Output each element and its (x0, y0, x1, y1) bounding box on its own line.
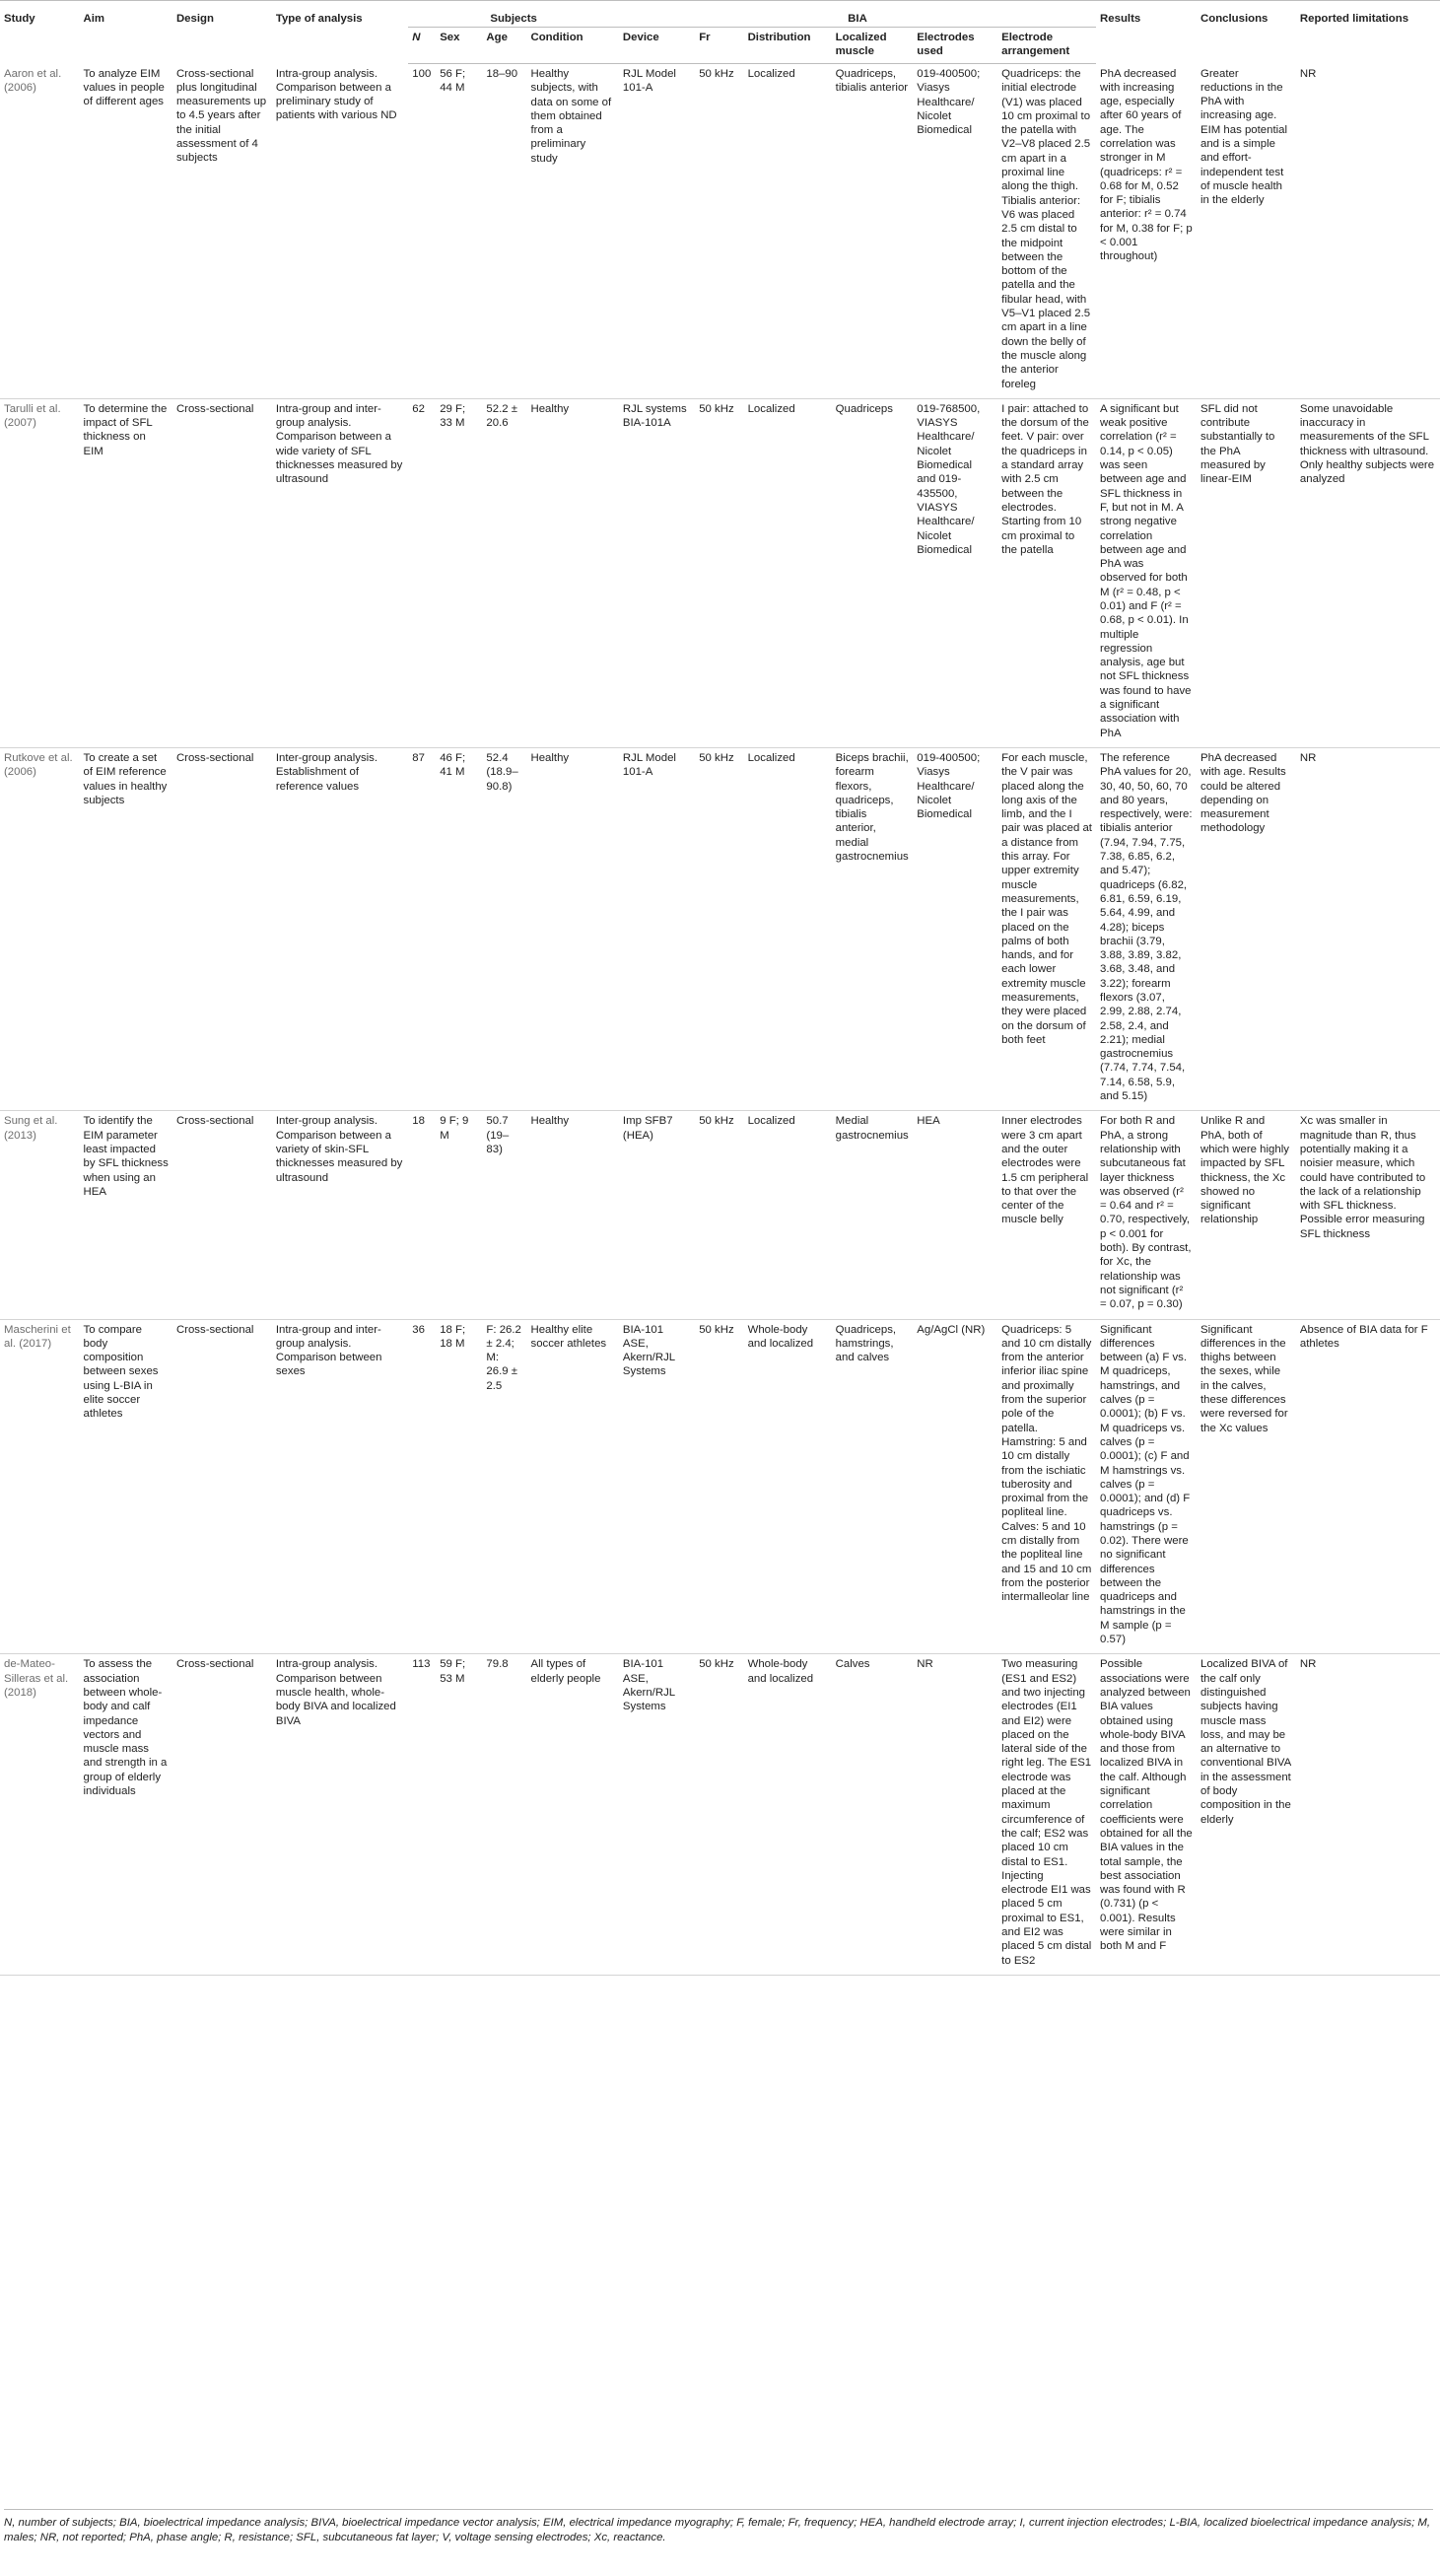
condition-cell: All types of elderly people (527, 1654, 619, 1976)
device-cell: RJL Model 101-A (619, 747, 695, 1110)
age-cell: 79.8 (482, 1654, 526, 1976)
design-cell: Cross-sectional (172, 747, 272, 1110)
study-cell: de-Mateo-Silleras et al. (2018) (0, 1654, 80, 1976)
table-footnote: N, number of subjects; BIA, bioelectrical impedance analysis; BIVA, bioelectrical impedance vector analysis; EIM, electrical impedance myography; F, female; Fr, frequency; HEA, handheld electrode array; I, current injection electrodes; L-BIA, localized bioelectrical impedance analysis; M, males; NR, not reported; PhA, phase angle; R, resistance; SFL, subcutaneous fat layer; V, voltage sensing electrodes; Xc, reactance. (4, 2509, 1433, 2545)
frequency-cell: 50 kHz (695, 64, 743, 399)
conclusions-cell: Localized BIVA of the calf only distinguished subjects having muscle mass loss, and may be an alternative to conventional BIVA in the assessment of body composition in the elderly (1197, 1654, 1296, 1976)
results-cell: For both R and PhA, a strong relationship with subcutaneous fat layer thickness was observed (r² = 0.64 and r² = 0.70, respectively, p < 0.001 for both). By contrast, for Xc, the relationship was not significant (r² = 0.07, p = 0.30) (1096, 1111, 1197, 1319)
localized-muscle-cell: Medial gastrocnemius (832, 1111, 914, 1319)
header-row-groups (0, 1, 1440, 28)
col-header-age: Age (482, 28, 526, 64)
col-header-design: Design (172, 1, 272, 64)
distribution-cell: Whole-body and localized (744, 1654, 832, 1976)
frequency-cell: 50 kHz (695, 398, 743, 747)
electrodes-used-cell: 019-400500; Viasys Healthcare/ Nicolet Biomedical (913, 747, 997, 1110)
results-cell: The reference PhA values for 20, 30, 40, 50, 60, 70 and 80 years, respectively, were: tibialis anterior (7.94, 7.94, 7.75, 7.38, 6.85, 6.2, and 5.47); quadriceps (6.82, 6.81, 6.59, 6.19, 5.64, 4.99, and 4.28); biceps brachii (3.79, 3.88, 3.89, 3.82, 3.68, 3.48, and 3.22); forearm flexors (3.07, 2.99, 2.88, 2.74, 2.58, 2.4, and 2.21); medial gastrocnemius (7.74, 7.74, 7.54, 7.14, 6.58, 5.9, and 5.15) (1096, 747, 1197, 1110)
results-cell: Significant differences between (a) F vs. M quadriceps, hamstrings, and calves (p = 0.0001); (b) F vs. M quadriceps vs. calves (p = 0.0001); (c) F and M hamstrings vs. calves (p = 0.0001); and (d) F quadriceps vs. hamstrings (p = 0.02). There were no significant differences between the quadriceps and hamstrings in the M sample (p = 0.57) (1096, 1319, 1197, 1654)
col-header-localized-muscle: Localized muscle (832, 28, 914, 64)
distribution-cell: Whole-body and localized (744, 1319, 832, 1654)
frequency-cell: 50 kHz (695, 1319, 743, 1654)
study-cell: Sung et al. (2013) (0, 1111, 80, 1319)
col-header-results: Results (1096, 1, 1197, 64)
aim-cell: To determine the impact of SFL thickness on EIM (80, 398, 172, 747)
age-cell: 18–90 (482, 64, 526, 399)
type-of-analysis-cell: Intra-group analysis. Comparison between a preliminary study of patients with various ND (272, 64, 408, 399)
col-header-electrode-arrangement: Electrode arrangement (997, 28, 1096, 64)
electrode-arrangement-cell: Two measuring (ES1 and ES2) and two injecting electrodes (EI1 and EI2) were placed on the lateral side of the right leg. The ES1 electrode was placed at the maximum circumference of the calf; ES2 was placed 10 cm distal to ES1. Injecting electrode EI1 was placed 5 cm proximal to ES1, and EI2 was placed 5 cm distal to ES2 (997, 1654, 1096, 1976)
condition-cell: Healthy subjects, with data on some of them obtained from a preliminary study (527, 64, 619, 399)
table-row (0, 64, 1440, 399)
table-body (0, 64, 1440, 1976)
col-header-electrodes-used: Electrodes used (913, 28, 997, 64)
design-cell: Cross-sectional (172, 1319, 272, 1654)
sex-cell: 46 F; 41 M (436, 747, 482, 1110)
frequency-cell: 50 kHz (695, 747, 743, 1110)
electrode-arrangement-cell: I pair: attached to the dorsum of the feet. V pair: over the quadriceps in a standard array with 2.5 cm between the electrodes. Starting from 10 cm proximal to the patella (997, 398, 1096, 747)
n-cell: 87 (408, 747, 436, 1110)
frequency-cell: 50 kHz (695, 1111, 743, 1319)
design-cell: Cross-sectional plus longitudinal measurements up to 4.5 years after the initial assessment of 4 subjects (172, 64, 272, 399)
conclusions-cell: SFL did not contribute substantially to the PhA measured by linear-EIM (1197, 398, 1296, 747)
study-cell: Rutkove et al. (2006) (0, 747, 80, 1110)
design-cell: Cross-sectional (172, 1654, 272, 1976)
localized-muscle-cell: Quadriceps (832, 398, 914, 747)
results-cell: A significant but weak positive correlation (r² = 0.14, p < 0.05) was seen between age and SFL thickness in F, but not in M. A strong negative correlation between age and PhA was observed for both M (r² = 0.48, p < 0.01) and F (r² = 0.68, p < 0.01). In multiple regression analysis, age but not SFL thickness was found to have a significant association with PhA (1096, 398, 1197, 747)
type-of-analysis-cell: Intra-group and inter-group analysis. Comparison between sexes (272, 1319, 408, 1654)
study-cell: Tarulli et al. (2007) (0, 398, 80, 747)
reported-limitations-cell: Xc was smaller in magnitude than R, thus potentially making it a noisier measure, which could have contributed to the lack of a relationship with SFL thickness. Possible error measuring SFL thickness (1296, 1111, 1440, 1319)
age-cell: F: 26.2 ± 2.4; M: 26.9 ± 2.5 (482, 1319, 526, 1654)
electrodes-used-cell: NR (913, 1654, 997, 1976)
age-cell: 52.4 (18.9– 90.8) (482, 747, 526, 1110)
type-of-analysis-cell: Inter-group analysis. Comparison between a variety of skin-SFL thicknesses measured by ultrasound (272, 1111, 408, 1319)
aim-cell: To compare body composition between sexes using L-BIA in elite soccer athletes (80, 1319, 172, 1654)
col-header-device: Device (619, 28, 695, 64)
localized-muscle-cell: Biceps brachii, forearm flexors, quadriceps, tibialis anterior, medial gastrocnemius (832, 747, 914, 1110)
reported-limitations-cell: NR (1296, 64, 1440, 399)
distribution-cell: Localized (744, 64, 832, 399)
type-of-analysis-cell: Intra-group and inter-group analysis. Comparison between a wide variety of SFL thicknesses measured by ultrasound (272, 398, 408, 747)
col-header-sex: Sex (436, 28, 482, 64)
n-cell: 36 (408, 1319, 436, 1654)
n-cell: 18 (408, 1111, 436, 1319)
col-header-type-of-analysis: Type of analysis (272, 1, 408, 64)
results-cell: Possible associations were analyzed between BIA values obtained using whole-body BIVA and those from localized BIVA in the calf. Although significant correlation coefficients were obtained for all the BIA values in the total sample, the best association was found with R (0.731) (p < 0.001). Results were similar in both M and F (1096, 1654, 1197, 1976)
col-header-conclusions: Conclusions (1197, 1, 1296, 64)
reported-limitations-cell: Absence of BIA data for F athletes (1296, 1319, 1440, 1654)
aim-cell: To create a set of EIM reference values in healthy subjects (80, 747, 172, 1110)
localized-muscle-cell: Quadriceps, tibialis anterior (832, 64, 914, 399)
device-cell: Imp SFB7 (HEA) (619, 1111, 695, 1319)
sex-cell: 9 F; 9 M (436, 1111, 482, 1319)
reported-limitations-cell: NR (1296, 1654, 1440, 1976)
col-header-fr: Fr (695, 28, 743, 64)
electrode-arrangement-cell: Quadriceps: 5 and 10 cm distally from the anterior inferior iliac spine and proximally from the superior pole of the patella. Hamstring: 5 and 10 cm distally from the ischiatic tuberosity and proximal from the popliteal line. Calves: 5 and 10 cm distally from the popliteal line and 15 and 10 cm from the posterior intermalleolar line (997, 1319, 1096, 1654)
distribution-cell: Localized (744, 398, 832, 747)
distribution-cell: Localized (744, 747, 832, 1110)
table-row (0, 398, 1440, 747)
col-header-aim: Aim (80, 1, 172, 64)
conclusions-cell: Significant differences in the thighs between the sexes, while in the calves, these differences were reversed for the Xc values (1197, 1319, 1296, 1654)
n-cell: 62 (408, 398, 436, 747)
localized-muscle-cell: Quadriceps, hamstrings, and calves (832, 1319, 914, 1654)
electrodes-used-cell: 019-400500; Viasys Healthcare/ Nicolet Biomedical (913, 64, 997, 399)
electrodes-used-cell: HEA (913, 1111, 997, 1319)
aim-cell: To assess the association between whole-body and calf impedance vectors and muscle mass and strength in a group of elderly individuals (80, 1654, 172, 1976)
age-cell: 50.7 (19–83) (482, 1111, 526, 1319)
condition-cell: Healthy (527, 398, 619, 747)
electrodes-used-cell: Ag/AgCl (NR) (913, 1319, 997, 1654)
device-cell: BIA-101 ASE, Akern/RJL Systems (619, 1654, 695, 1976)
condition-cell: Healthy (527, 1111, 619, 1319)
col-header-condition: Condition (527, 28, 619, 64)
age-cell: 52.2 ± 20.6 (482, 398, 526, 747)
device-cell: BIA-101 ASE, Akern/RJL Systems (619, 1319, 695, 1654)
electrodes-used-cell: 019-768500, VIASYS Healthcare/ Nicolet Biomedical and 019-435500, VIASYS Healthcare/ Nicolet Biomedical (913, 398, 997, 747)
col-group-bia: BIA (619, 1, 1096, 28)
col-header-distribution: Distribution (744, 28, 832, 64)
table-row (0, 1654, 1440, 1976)
col-header-study: Study (0, 1, 80, 64)
study-cell: Aaron et al. (2006) (0, 64, 80, 399)
table-row (0, 1319, 1440, 1654)
condition-cell: Healthy elite soccer athletes (527, 1319, 619, 1654)
reported-limitations-cell: Some unavoidable inaccuracy in measurements of the SFL thickness with ultrasound. Only healthy subjects were analyzed (1296, 398, 1440, 747)
device-cell: RJL Model 101-A (619, 64, 695, 399)
condition-cell: Healthy (527, 747, 619, 1110)
aim-cell: To analyze EIM values in people of different ages (80, 64, 172, 399)
n-cell: 100 (408, 64, 436, 399)
localized-muscle-cell: Calves (832, 1654, 914, 1976)
study-cell: Mascherini et al. (2017) (0, 1319, 80, 1654)
type-of-analysis-cell: Intra-group analysis. Comparison between muscle health, whole-body BIVA and localized BIVA (272, 1654, 408, 1976)
n-cell: 113 (408, 1654, 436, 1976)
col-group-subjects: Subjects (408, 1, 619, 28)
type-of-analysis-cell: Inter-group analysis. Establishment of reference values (272, 747, 408, 1110)
sex-cell: 56 F; 44 M (436, 64, 482, 399)
distribution-cell: Localized (744, 1111, 832, 1319)
design-cell: Cross-sectional (172, 1111, 272, 1319)
col-header-n: N (408, 28, 436, 64)
frequency-cell: 50 kHz (695, 1654, 743, 1976)
conclusions-cell: Greater reductions in the PhA with increasing age. EIM has potential and is a simple and effort-independent test of muscle health in the elderly (1197, 64, 1296, 399)
reported-limitations-cell: NR (1296, 747, 1440, 1110)
table-row (0, 1111, 1440, 1319)
results-cell: PhA decreased with increasing age, especially after 60 years of age. The correlation was stronger in M (quadriceps: r² = 0.68 for M, 0.52 for F; tibialis anterior: r² = 0.74 for M, 0.38 for F; p < 0.001 throughout) (1096, 64, 1197, 399)
sex-cell: 18 F; 18 M (436, 1319, 482, 1654)
table-row (0, 747, 1440, 1110)
electrode-arrangement-cell: Inner electrodes were 3 cm apart and the outer electrodes were 1.5 cm peripheral to that over the center of the muscle belly (997, 1111, 1096, 1319)
sex-cell: 59 F; 53 M (436, 1654, 482, 1976)
aim-cell: To identify the EIM parameter least impacted by SFL thickness when using an HEA (80, 1111, 172, 1319)
electrode-arrangement-cell: Quadriceps: the initial electrode (V1) was placed 10 cm proximal to the patella with V2–V8 placed 2.5 cm apart in a proximal line along the thigh. Tibialis anterior: V6 was placed 2.5 cm distal to the midpoint between the bottom of the patella and the fibular head, with V5–V1 placed 2.5 cm apart in a line down the belly of the muscle along the anterior foreleg (997, 64, 1096, 399)
conclusions-cell: PhA decreased with age. Results could be altered depending on measurement methodology (1197, 747, 1296, 1110)
design-cell: Cross-sectional (172, 398, 272, 747)
sex-cell: 29 F; 33 M (436, 398, 482, 747)
device-cell: RJL systems BIA-101A (619, 398, 695, 747)
col-header-reported-limitations: Reported limitations (1296, 1, 1440, 64)
conclusions-cell: Unlike R and PhA, both of which were highly impacted by SFL thickness, the Xc showed no significant relationship (1197, 1111, 1296, 1319)
electrode-arrangement-cell: For each muscle, the V pair was placed along the long axis of the limb, and the I pair was placed at a distance from this array. For upper extremity muscle measurements, the I pair was placed on the palms of both hands, and for each lower extremity muscle measurements, they were placed on the dorsum of both feet (997, 747, 1096, 1110)
